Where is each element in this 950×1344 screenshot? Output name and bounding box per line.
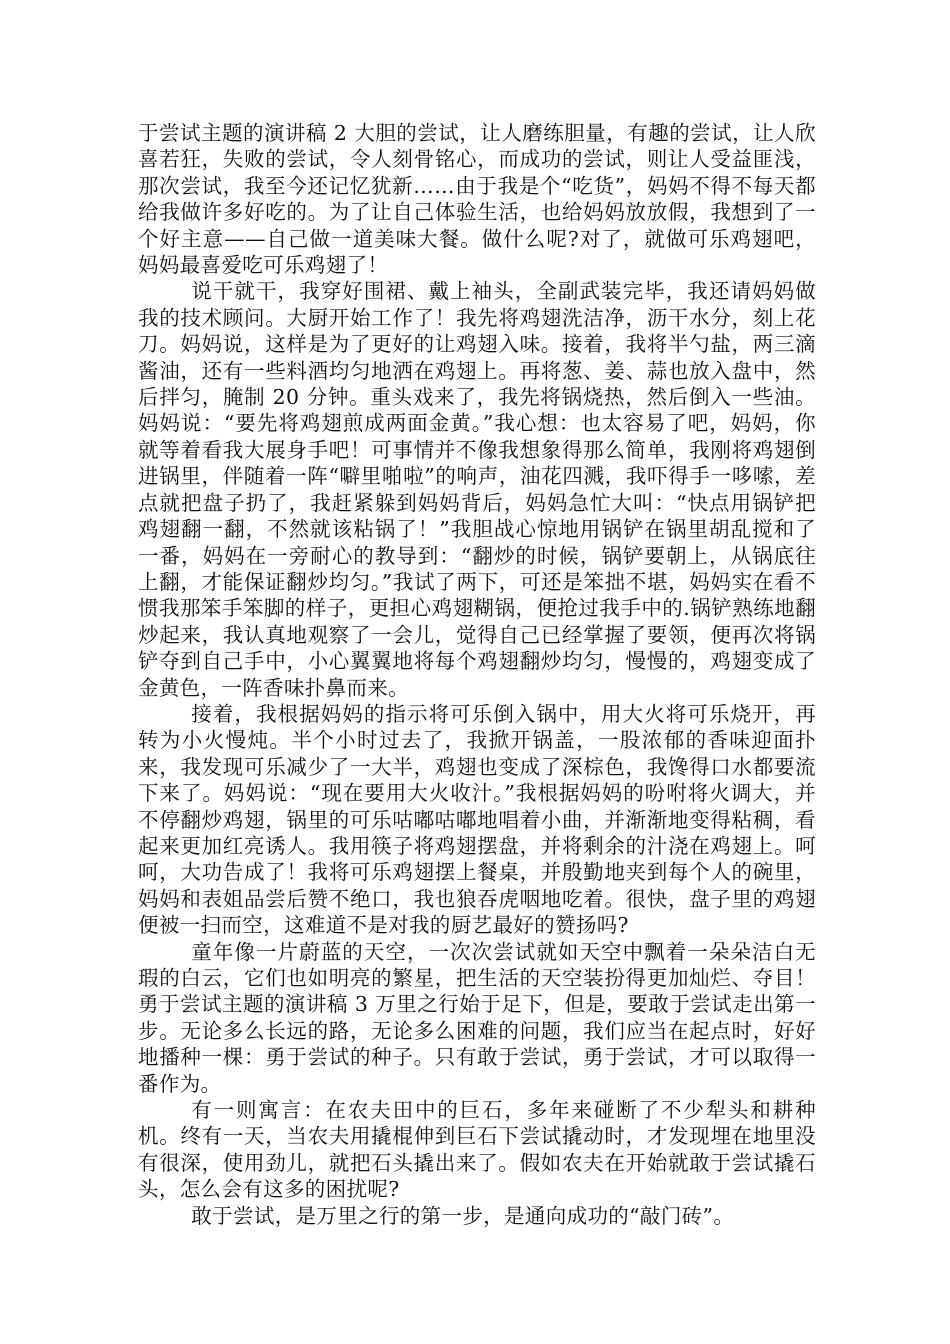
paragraph-fable: 有一则寓言：在农夫田中的巨石，多年来碰断了不少犁头和耕种机。终有一天，当农夫用撬棍伸到巨石下尝试撬动时，才发现埋在地里没有很深，使用劲儿，就把石头撬出来了。假如农夫在开始就敢于尝试撬石头，怎么会有这多的困扰呢? [138,1098,816,1202]
paragraph-childhood: 童年像一片蔚蓝的天空，一次次尝试就如天空中飘着一朵朵洁白无瑕的白云，它们也如明亮的繁星，把生活的天空装扮得更加灿烂、夺目！勇于尝试主题的演讲稿 3 万里之行始于足下，但是，要敢于尝试走出第一步。无论多么长远的路，无论多么困难的问题，我们应当在起点时，好好地播种一棵：勇于尝试的种子。只有敢于尝试，勇于尝试，才可以取得一番作为。 [138,939,816,1096]
paragraph-intro: 于尝试主题的演讲稿 2 大胆的尝试，让人磨练胆量，有趣的尝试，让人欣喜若狂，失败的尝试，令人刻骨铭心，而成功的尝试，则让人受益匪浅，那次尝试，我至今还记忆犹新……由于我是个“吃货”，妈妈不得不每天都给我做许多好吃的。为了让自己体验生活，也给妈妈放放假，我想到了一个好主意——自己做一道美味大餐。做什么呢?对了，就做可乐鸡翅吧，妈妈最喜爱吃可乐鸡翅了！ [138,121,816,278]
paragraph-conclusion: 敢于尝试，是万里之行的第一步，是通向成功的“敲门砖”。 [191,1203,735,1228]
article-body [138,120,816,1229]
paragraph-cooking-finish: 接着，我根据妈妈的指示将可乐倒入锅中，用大火将可乐烧开，再转为小火慢炖。半个小时过去了，我掀开锅盖，一股浓郁的香味迎面扑来，我发现可乐减少了一大半，鸡翅也变成了深棕色，我馋得口水都要流下来了。妈妈说：“现在要用大火收汁。”我根据妈妈的吩咐将火调大，并不停翻炒鸡翅，锅里的可乐咕嘟咕嘟地唱着小曲，并渐渐地变得粘稠，看起来更加红亮诱人。我用筷子将鸡翅摆盘，并将剩余的汁浇在鸡翅上。呵呵，大功告成了！我将可乐鸡翅摆上餐桌，并殷勤地夹到每个人的碗里，妈妈和表姐品尝后赞不绝口，我也狼吞虎咽地吃着。很快，盘子里的鸡翅便被一扫而空，这难道不是对我的厨艺最好的赞扬吗? [138,701,816,938]
paragraph-cooking-start: 说干就干，我穿好围裙、戴上袖头，全副武装完毕，我还请妈妈做我的技术顾问。大厨开始工作了！我先将鸡翅洗洁净，沥干水分，刻上花刀。妈妈说，这样是为了更好的让鸡翅入味。接着，我将半勺盐，两三滴酱油，还有一些料酒均匀地洒在鸡翅上。再将葱、姜、蒜也放入盘中，然后拌匀，腌制 20 分钟。重头戏来了，我先将锅烧热，然后倒入一些油。妈妈说：“要先将鸡翅煎成两面金黄。”我心想：也太容易了吧，妈妈，你就等着看我大展身手吧！可事情并不像我想象得那么简单，我刚将鸡翅倒进锅里，伴随着一阵“噼里啪啦”的响声，油花四溅，我吓得手一哆嗦，差点就把盘子扔了，我赶紧躲到妈妈背后，妈妈急忙大叫：“快点用锅铲把鸡翅翻一翻，不然就该粘锅了！”我胆战心惊地用锅铲在锅里胡乱搅和了一番，妈妈在一旁耐心的教导到：“翻炒的时候，锅铲要朝上，从锅底往上翻，才能保证翻炒均匀。”我试了两下，可还是笨拙不堪，妈妈实在看不惯我那笨手笨脚的样子，更担心鸡翅糊锅，便抢过我手中的.锅铲熟练地翻炒起来，我认真地观察了一会儿，觉得自己已经掌握了要领，便再次将锅铲夺到自己手中，小心翼翼地将每个鸡翅翻炒均匀，慢慢的，鸡翅变成了金黄色，一阵香味扑鼻而来。 [138,279,816,700]
